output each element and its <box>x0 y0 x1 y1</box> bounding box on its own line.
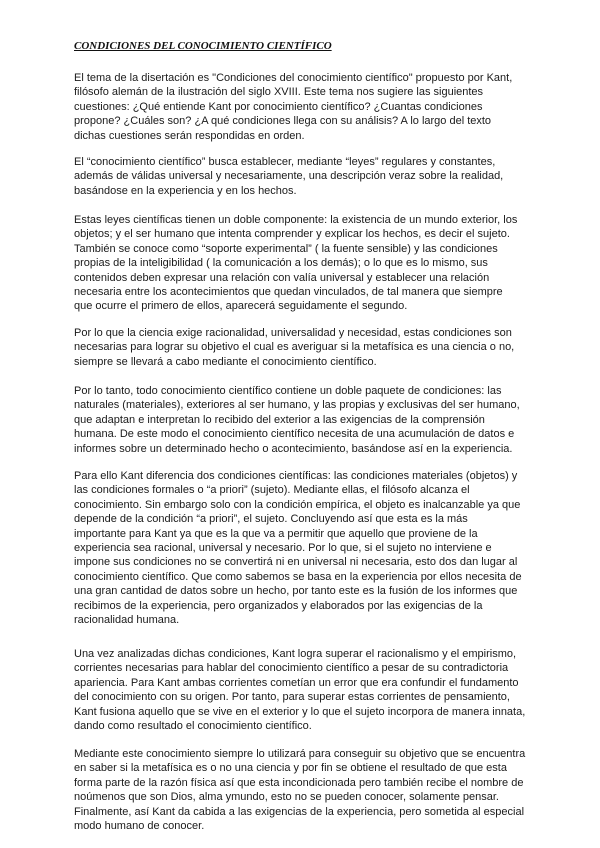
text-line: las condiciones formales o “a priori” (sujeto). Mediante ellas, el filósofo alcanza el <box>74 484 470 497</box>
text-line: necesaria entre los acontecimientos que quedan vinculados, de tal manera que siempre <box>74 286 503 299</box>
text-line: Finalmente, así Kant da cabida a las exigencias de la experiencia, pero sometida al especial <box>74 805 525 818</box>
text-line: El tema de la disertación es "Condiciones del conocimiento científico" propuesto por Kant, <box>74 72 513 84</box>
text-line: una gran cantidad de datos sobre un hecho, por tanto este es la fusión de los informes que <box>74 585 518 598</box>
text-line: Para ello Kant diferencia dos condiciones científicas: las condiciones materiales (objetos) y <box>74 470 518 482</box>
text-line: naturales (materiales), exteriores al ser humano, y las propias y exclusivas del ser humano, <box>74 399 520 412</box>
text-line: propone? ¿Cuáles son? ¿A qué condiciones llega con su análisis? A lo largo del texto <box>74 115 492 128</box>
text-line: informes sobre un determinado hecho o acontecimiento, basándose así en la experiencia. <box>74 442 513 455</box>
text-line: forma parte de la razón física así que esta incondicionada pero también recibe el nombre de <box>74 776 524 789</box>
paragraph-rationalism-empiricism <box>74 647 534 733</box>
paragraph-requirements <box>74 326 534 369</box>
text-line: que ocurre el primero de ellos, aparecerá seguidamente el segundo. <box>74 300 408 313</box>
text-line: dichas cuestiones serán respondidas en orden. <box>74 129 305 142</box>
text-line: El “conocimiento científico” busca establecer, mediante “leyes” regulares y constantes, <box>74 156 496 168</box>
text-line: humana. De este modo el conocimiento científico necesita de una acumulación de datos e <box>74 428 515 441</box>
paragraph-scientific-laws <box>74 213 534 314</box>
text-line: modo humano de conocer. <box>74 820 205 833</box>
paragraph-conclusion <box>74 747 534 833</box>
text-line: Por lo tanto, todo conocimiento científico contiene un doble paquete de condiciones: las <box>74 385 502 397</box>
paragraph-definition <box>74 155 534 198</box>
text-line: cuestiones: ¿Qué entiende Kant por conocimiento científico? ¿Cuantas condiciones <box>74 100 483 113</box>
text-line: propias de la inteligibilidad ( la comunicación a los demás); o lo que es lo mismo, sus <box>74 257 488 270</box>
paragraph-kant-conditions <box>74 469 534 627</box>
text-line: recibimos de la experiencia, pero organizados y elaborados por las exigencias de la <box>74 599 483 612</box>
text-line: racionalidad humana. <box>74 614 180 627</box>
text-line: Por lo que la ciencia exige racionalidad, universalidad y necesidad, estas condiciones son <box>74 327 512 339</box>
text-line: siempre se llevará a cabo mediante el conocimiento científico. <box>74 355 377 368</box>
text-line: basándose en la experiencia y en los hechos. <box>74 184 297 197</box>
paragraph-introduction <box>74 71 534 143</box>
text-line: conocimiento científico. Que como sabemos se basa en la experiencia por ellos necesita de <box>74 570 522 583</box>
text-line: del conocimiento con su origen. Por tanto, para superar estas corrientes de pensamiento, <box>74 691 510 704</box>
text-line: además de válidas universal y necesariamente, una descripción veraz sobre la realidad, <box>74 170 504 183</box>
text-line: impone sus condiciones no se convertirá ni en universal ni necesaria, esto dos dan lugar al <box>74 556 518 569</box>
text-line: Kant fusiona aquello que se vive en el exterior y lo que el sujeto incorpora de manera innata, <box>74 705 526 718</box>
document-title: CONDICIONES DEL CONOCIMIENTO CIENTÍFICO <box>74 40 332 52</box>
text-line: que adaptan e interpretan lo recibido del exterior a las exigencias de la comprensión <box>74 413 485 426</box>
text-line: depende de la condición “a priori”, el sujeto. Concluyendo así que esta es la más <box>74 513 468 526</box>
text-line: Estas leyes científicas tienen un doble componente: la existencia de un mundo exterior, los <box>74 214 518 226</box>
text-line: filósofo alemán de la ilustración del siglo XVIII. Este tema nos sugiere las siguientes <box>74 86 484 99</box>
text-line: noúmenos que son Dios, alma ymundo, esto no se pueden conocer, solamente pensar. <box>74 791 499 804</box>
text-line: Una vez analizadas dichas condiciones, Kant logra superar el racionalismo y el empirismo, <box>74 648 517 660</box>
text-line: También se conoce como “soporte experimental” ( la fuente sensible) y las condiciones <box>74 242 498 255</box>
text-line: importante para Kant ya que es la que va a permitir que aquello que proviene de la <box>74 527 478 540</box>
text-line: dando como resultado el conocimiento científico. <box>74 720 312 733</box>
text-line: corrientes necesarias para hablar del conocimiento científico a pesar de su contradictoria <box>74 662 509 675</box>
text-line: en saber si la metafísica es o no una ciencia y por fin se obtiene el resultado de que esta <box>74 762 507 775</box>
paragraph-conditions <box>74 384 534 456</box>
text-line: experiencia sea racional, universal y necesario. Por lo que, si el sujeto no interviene e <box>74 542 492 555</box>
text-line: necesarias para lograr su objetivo el cual es averiguar si la metafísica es una ciencia o no, <box>74 341 515 354</box>
text-line: apariencia. Para Kant ambas corrientes cometían un error que era confundir el fundamento <box>74 676 519 689</box>
text-line: contenidos deben expresar una relación con valía universal y establecer una relación <box>74 271 490 284</box>
text-line: Mediante este conocimiento siempre lo utilizará para conseguir su objetivo que se encuentra <box>74 748 526 760</box>
text-line: objetos; y el ser humano que intenta comprender y explicar los hechos, es decir el sujeto. <box>74 228 510 241</box>
text-line: conocimiento. Sin embargo solo con la condición empírica, el objeto es inalcanzable ya que <box>74 498 521 511</box>
